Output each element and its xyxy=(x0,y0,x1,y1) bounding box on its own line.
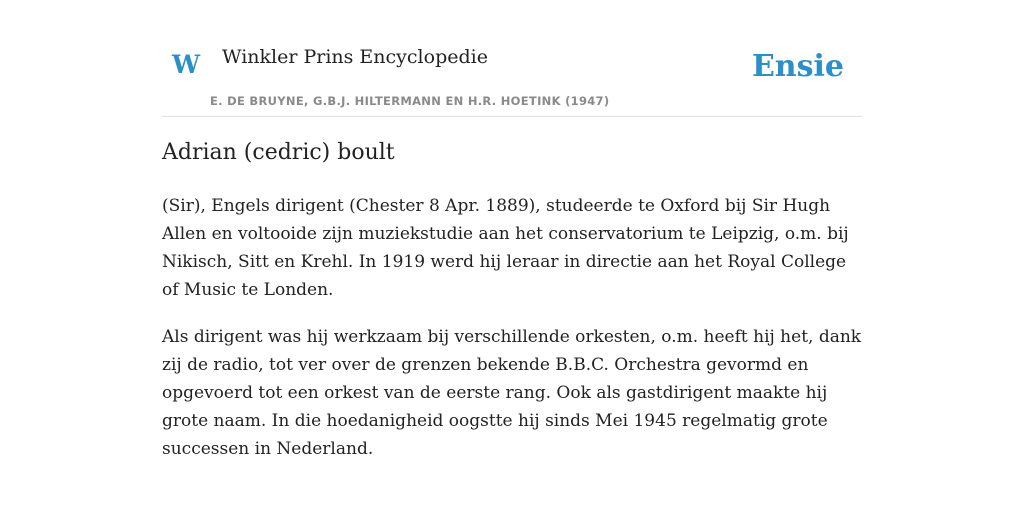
encyclopedia-title[interactable]: Winkler Prins Encyclopedie xyxy=(222,46,488,68)
encyclopedia-header xyxy=(162,0,862,117)
article-paragraph: (Sir), Engels dirigent (Chester 8 Apr. 1889), studeerde te Oxford bij Sir Hugh Allen en voltooide zijn muziekstudie aan het conservatorium te Leipzig, o.m. bij Nikisch, Sitt en Krehl. In 1919 werd hij leraar in directie aan het Royal College of Music te Londen. xyxy=(162,196,849,300)
article-paragraph: Als dirigent was hij werkzaam bij verschillende orkesten, o.m. heeft hij het, dank zij de radio, tot ver over de grenzen bekende B.B.C. Orchestra gevormd en opgevoerd tot een orkest van de eerste rang. Ook als gastdirigent maakte hij grote naam. In die hoedanigheid oogstte hij sinds Mei 1945 regelmatig grote successen in Nederland. xyxy=(162,327,862,459)
ensie-logo-link[interactable]: Ensie xyxy=(751,49,844,84)
encyclopedia-logo[interactable]: W xyxy=(172,50,201,79)
article-body xyxy=(162,192,862,482)
article-title: Adrian (cedric) boult xyxy=(162,140,395,165)
encyclopedia-authors: E. DE BRUYNE, G.B.J. HILTERMANN EN H.R. HOETINK (1947) xyxy=(210,94,610,108)
page xyxy=(162,0,862,512)
